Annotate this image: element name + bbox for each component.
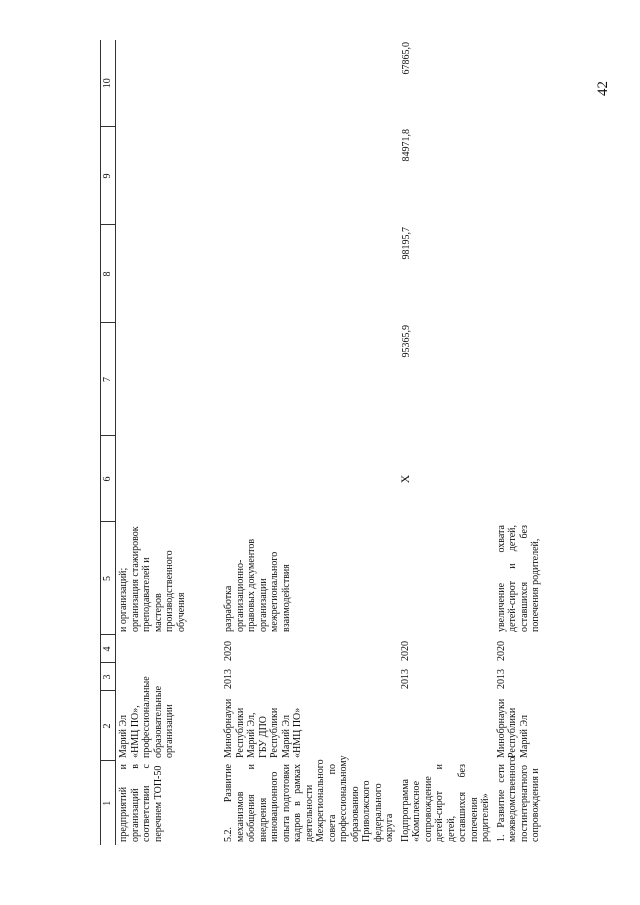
start-year-cell: 2013 xyxy=(223,669,234,689)
table-row xyxy=(221,40,398,845)
column-header: 5 xyxy=(101,522,116,635)
column-header: 8 xyxy=(101,225,116,323)
value-cell xyxy=(116,40,222,127)
col6-cell xyxy=(221,436,398,522)
value-cell: 95365,9 xyxy=(400,325,412,358)
column-header: 7 xyxy=(101,323,116,436)
column-number-row xyxy=(101,40,116,845)
value-cell xyxy=(494,127,579,225)
value-cell xyxy=(116,127,222,225)
measure-cell: предприятий и организаций в соответствии с перечнем ТОП-50 xyxy=(118,764,164,842)
column-header: 2 xyxy=(101,691,116,761)
end-year-cell: 2020 xyxy=(495,641,507,661)
result-cell: разработка организационно-правовых документов организации межрегионального взаимодействия xyxy=(223,538,292,632)
value-cell xyxy=(221,323,398,436)
measure-cell: 5.2. Развитие механизмов обобщения и внедрения инновационного опыта подготовки кадров в рамках деятельности Межрегионального совета по профессиональному образованию Приволжского федерального округа xyxy=(223,755,395,842)
value-cell xyxy=(494,323,579,436)
column-header: 1 xyxy=(101,761,116,845)
subprogram-cell: Подпрограмма «Комплексное сопровождение детей-сирот и детей, оставшихся без попечения родителей» xyxy=(399,764,491,842)
col6-cell xyxy=(116,436,222,522)
executor-cell xyxy=(398,691,494,761)
column-header: 9 xyxy=(101,127,116,225)
executor-cell: Минобрнауки Республики Марий Эл xyxy=(495,698,530,758)
end-year-cell: 2020 xyxy=(399,641,411,661)
start-year-cell: 2013 xyxy=(399,669,411,689)
end-year-cell: 2020 xyxy=(223,641,234,661)
column-header: 10 xyxy=(101,40,116,127)
table-row xyxy=(494,40,579,845)
result-cell: увеличение охвата детей-сирот и детей, оставшихся без попечения родителей, xyxy=(495,525,541,632)
value-cell xyxy=(494,225,579,323)
result-cell: и организаций; организация стажировок преподавателей и мастеров производственного обучения xyxy=(118,526,187,632)
result-cell xyxy=(398,522,494,635)
column-header: 3 xyxy=(101,663,116,691)
value-cell: 98195,7 xyxy=(400,227,412,260)
x-mark-cell: Х xyxy=(397,474,412,484)
start-year-cell: 2013 xyxy=(495,669,507,689)
document-table-sheet xyxy=(100,40,620,845)
value-cell xyxy=(116,323,222,436)
executor-cell: Марий Эл «НМЦ ПО», профессиональные образовательные организации xyxy=(118,676,175,758)
executor-cell: Минобрнауки Республики Марий Эл, ГБУ ДПО Республики Марий Эл «НМЦ ПО» xyxy=(223,698,303,758)
value-cell xyxy=(221,225,398,323)
table-row xyxy=(398,40,494,845)
column-header: 4 xyxy=(101,635,116,663)
start-year-cell xyxy=(116,663,222,691)
measure-cell: 1. Развитие сети межведомственного постинтернатного сопровождения и xyxy=(495,756,541,842)
value-cell xyxy=(494,40,579,127)
page-number: 42 xyxy=(595,81,611,96)
value-cell xyxy=(221,127,398,225)
end-year-cell xyxy=(116,635,222,663)
value-cell xyxy=(116,225,222,323)
col6-cell xyxy=(494,436,579,522)
column-header: 6 xyxy=(101,436,116,522)
program-table xyxy=(100,40,579,845)
value-cell: 84971,8 xyxy=(400,129,412,162)
value-cell xyxy=(221,40,398,127)
table-row xyxy=(116,40,222,845)
value-cell: 67865,0 xyxy=(400,42,412,75)
